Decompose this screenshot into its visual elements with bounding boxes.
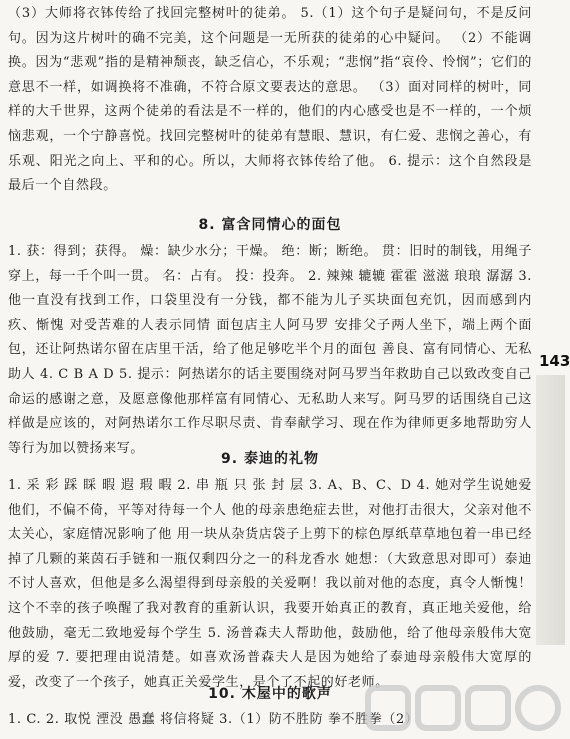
section-9-answers: 1. 采 彩 踩 睬 暇 遐 瑕 暇 2. 串 瓶 只 张 封 层 3. A、B、C、D 4. 她对学生说她爱他们，不偏不倚，平等对待每一个人 他的母亲患绝症去世，对他打击很大，父亲对他不太关心，家庭情况影响了他 用一块从杂货店袋子上剪下的棕色厚纸草草地包着一串已经掉了几颗的莱茵石手链和一瓶仅剩四分之一的科龙香水 她想：（大致意思对即可）泰迪不讨人喜欢，但他是多么渴望得到母亲般的关爱啊！我以前对他的态度，真令人惭愧！这个不幸的孩子唤醒了我对教育的重新认识，我要开始真正的教育，真正地关爱他，给他鼓励，毫无二致地爱每个学生 5. 汤普森夫人帮助他，鼓励他，给了他母亲般伟大宽厚的爱 7. 要把理由说清楚。如喜欢汤普森夫人是因为她给了泰迪母亲般伟大宽厚的爱，改变了一个孩子，她真正关爱学生，是个了不起的好老师。 [8, 478, 532, 690]
section-8-title: 8. 富含同情心的面包 [198, 217, 342, 233]
watermark-logo-icon [360, 678, 565, 739]
side-tab-decoration [536, 375, 565, 645]
section-10-title: 10. 木屋中的歌声 [208, 686, 332, 702]
section-9-title: 9. 泰迪的礼物 [221, 451, 319, 467]
section-8-answers: 1. 获：得到；获得。 燥：缺少水分；干燥。 绝：断；断绝。 贯：旧时的制钱，用绳子穿上，每一千个叫一贯。 名：占有。 投：投奔。 2. 辣辣 辘辘 霍霍 滋滋 琅琅 潺潺 3. 他一直没有找到工作，口袋里没有一分钱，都不能为儿子买块面包充饥，因而感到内疚、惭愧 对受苦难的人表示同情 面包店主人阿马罗 安排父子两人坐下，端上两个面包，还让阿热诺尔留在店里干活，给了他足够吃半个月的面包 善良、富有同情心、无私助人 4. C B A D 5. 提示：阿热诺尔的话主要围绕对阿马罗当年救助自己以致改变自己命运的感谢之意，及愿意像他那样富有同情心、无私助人来写。阿马罗的话围绕自己这样做是应该的，对阿热诺尔工作尽职尽责、肯奉献学习、现在作为律师更多地帮助穷人等行为加以赞扬来写。 [8, 244, 532, 456]
page-number: 143 [539, 352, 570, 370]
section-7-answers: （3）大师将衣钵传给了找回完整树叶的徒弟。 5.（1）这个句子是疑问句，不是反问句。因为这片树叶的确不完美，这个问题是一无所获的徒弟的心中疑问。 （2）不能调换。因为“悲观”指的是精神颓丧，缺乏信心，不乐观；“悲悯”指“哀伶、怜悯”；它们的意思不一样，如调换将不准确，不符合原文要表达的意思。 （3）面对同样的树叶，同样的大千世界，这两个徒弟的看法是不一样的，他们的内心感受也是不一样的，一个烦恼悲观，一个宁静喜悦。找回完整树叶的徒弟有慧眼、慧识，有仁爱、悲悯之善心，有乐观、阳光之向上、平和的心。所以，大师将衣钵传给了他。 6. 提示：这个自然段是最后一个自然段。 [8, 6, 532, 194]
section-10-answers: 1. C. 2. 取悦 湮没 愚蠢 将信将疑 3.（1）防不胜防 拳不胜拳（2） [8, 712, 419, 727]
